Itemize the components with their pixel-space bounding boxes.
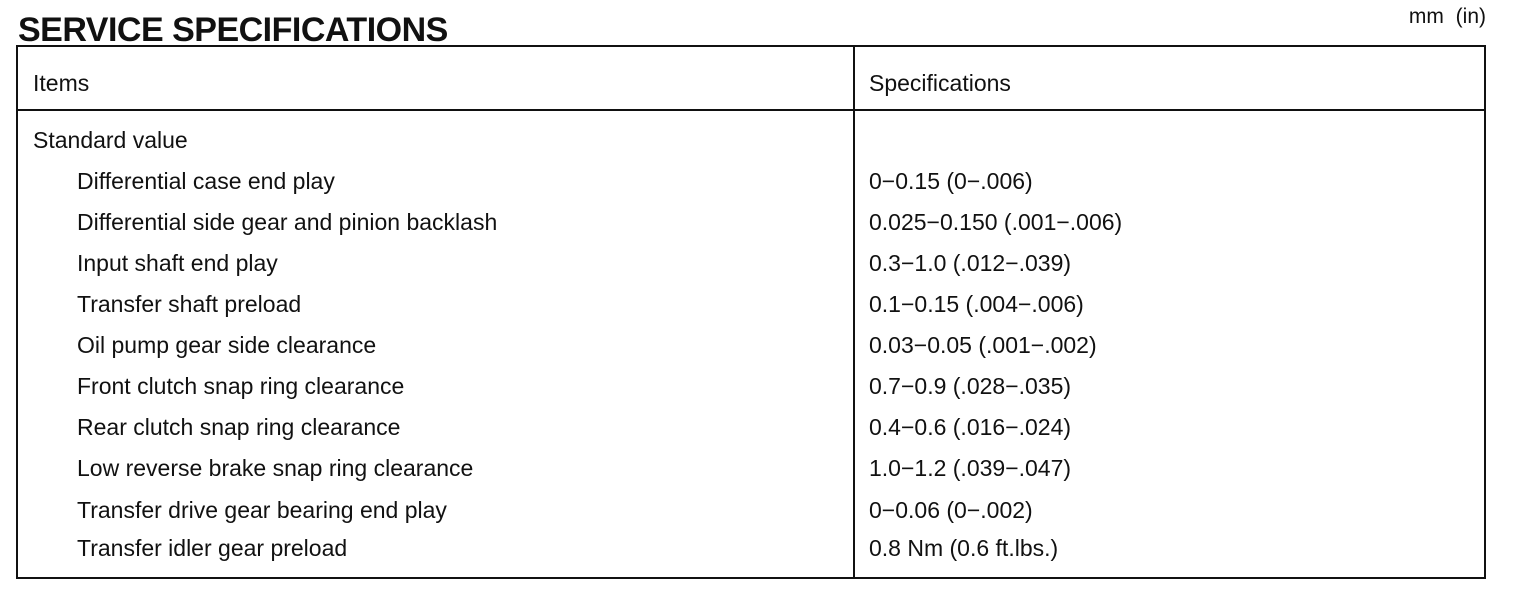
row-item: Transfer idler gear preload: [77, 535, 348, 561]
row-spec: 0−0.15 (0−.006): [869, 168, 1033, 194]
row-spec: 0.4−0.6 (.016−.024): [869, 414, 1072, 440]
table-row: [18, 408, 1484, 449]
row-spec: 1.0−1.2 (.039−.047): [869, 455, 1072, 481]
header-items: Items: [33, 70, 90, 96]
row-spec: 0.1−0.15 (.004−.006): [869, 291, 1084, 317]
table-row: [18, 326, 1484, 367]
row-item: Front clutch snap ring clearance: [77, 373, 405, 399]
table-row: [18, 367, 1484, 408]
table-row: [18, 244, 1484, 285]
row-item: Transfer drive gear bearing end play: [77, 497, 447, 523]
row-spec: 0.8 Nm (0.6 ft.lbs.): [869, 535, 1059, 561]
row-item: Differential case end play: [77, 168, 335, 194]
row-spec: 0.3−1.0 (.012−.039): [869, 250, 1072, 276]
row-spec: 0.7−0.9 (.028−.035): [869, 373, 1072, 399]
table-row: [18, 491, 1484, 532]
row-item: Oil pump gear side clearance: [77, 332, 377, 358]
unit-label: mm (in): [1408, 5, 1486, 28]
table-row: [18, 531, 1484, 572]
row-spec: 0.03−0.05 (.001−.002): [869, 332, 1097, 358]
page-title: SERVICE SPECIFICATIONS: [18, 11, 448, 49]
table-row: [18, 285, 1484, 326]
table-row: [18, 449, 1484, 490]
table-row: [18, 203, 1484, 244]
row-spec: 0−0.06 (0−.002): [869, 497, 1033, 523]
row-item: Differential side gear and pinion backlash: [77, 209, 498, 235]
table-header-row: [18, 47, 1484, 111]
row-item: Input shaft end play: [77, 250, 278, 276]
row-item: Low reverse brake snap ring clearance: [77, 455, 474, 481]
row-item: Transfer shaft preload: [77, 291, 302, 317]
row-item: Rear clutch snap ring clearance: [77, 414, 401, 440]
row-spec: 0.025−0.150 (.001−.006): [869, 209, 1123, 235]
table-row: [18, 162, 1484, 203]
header-specifications: Specifications: [869, 70, 1011, 96]
section-label-standard-value: Standard value: [33, 127, 188, 153]
spec-table: [16, 45, 1486, 579]
